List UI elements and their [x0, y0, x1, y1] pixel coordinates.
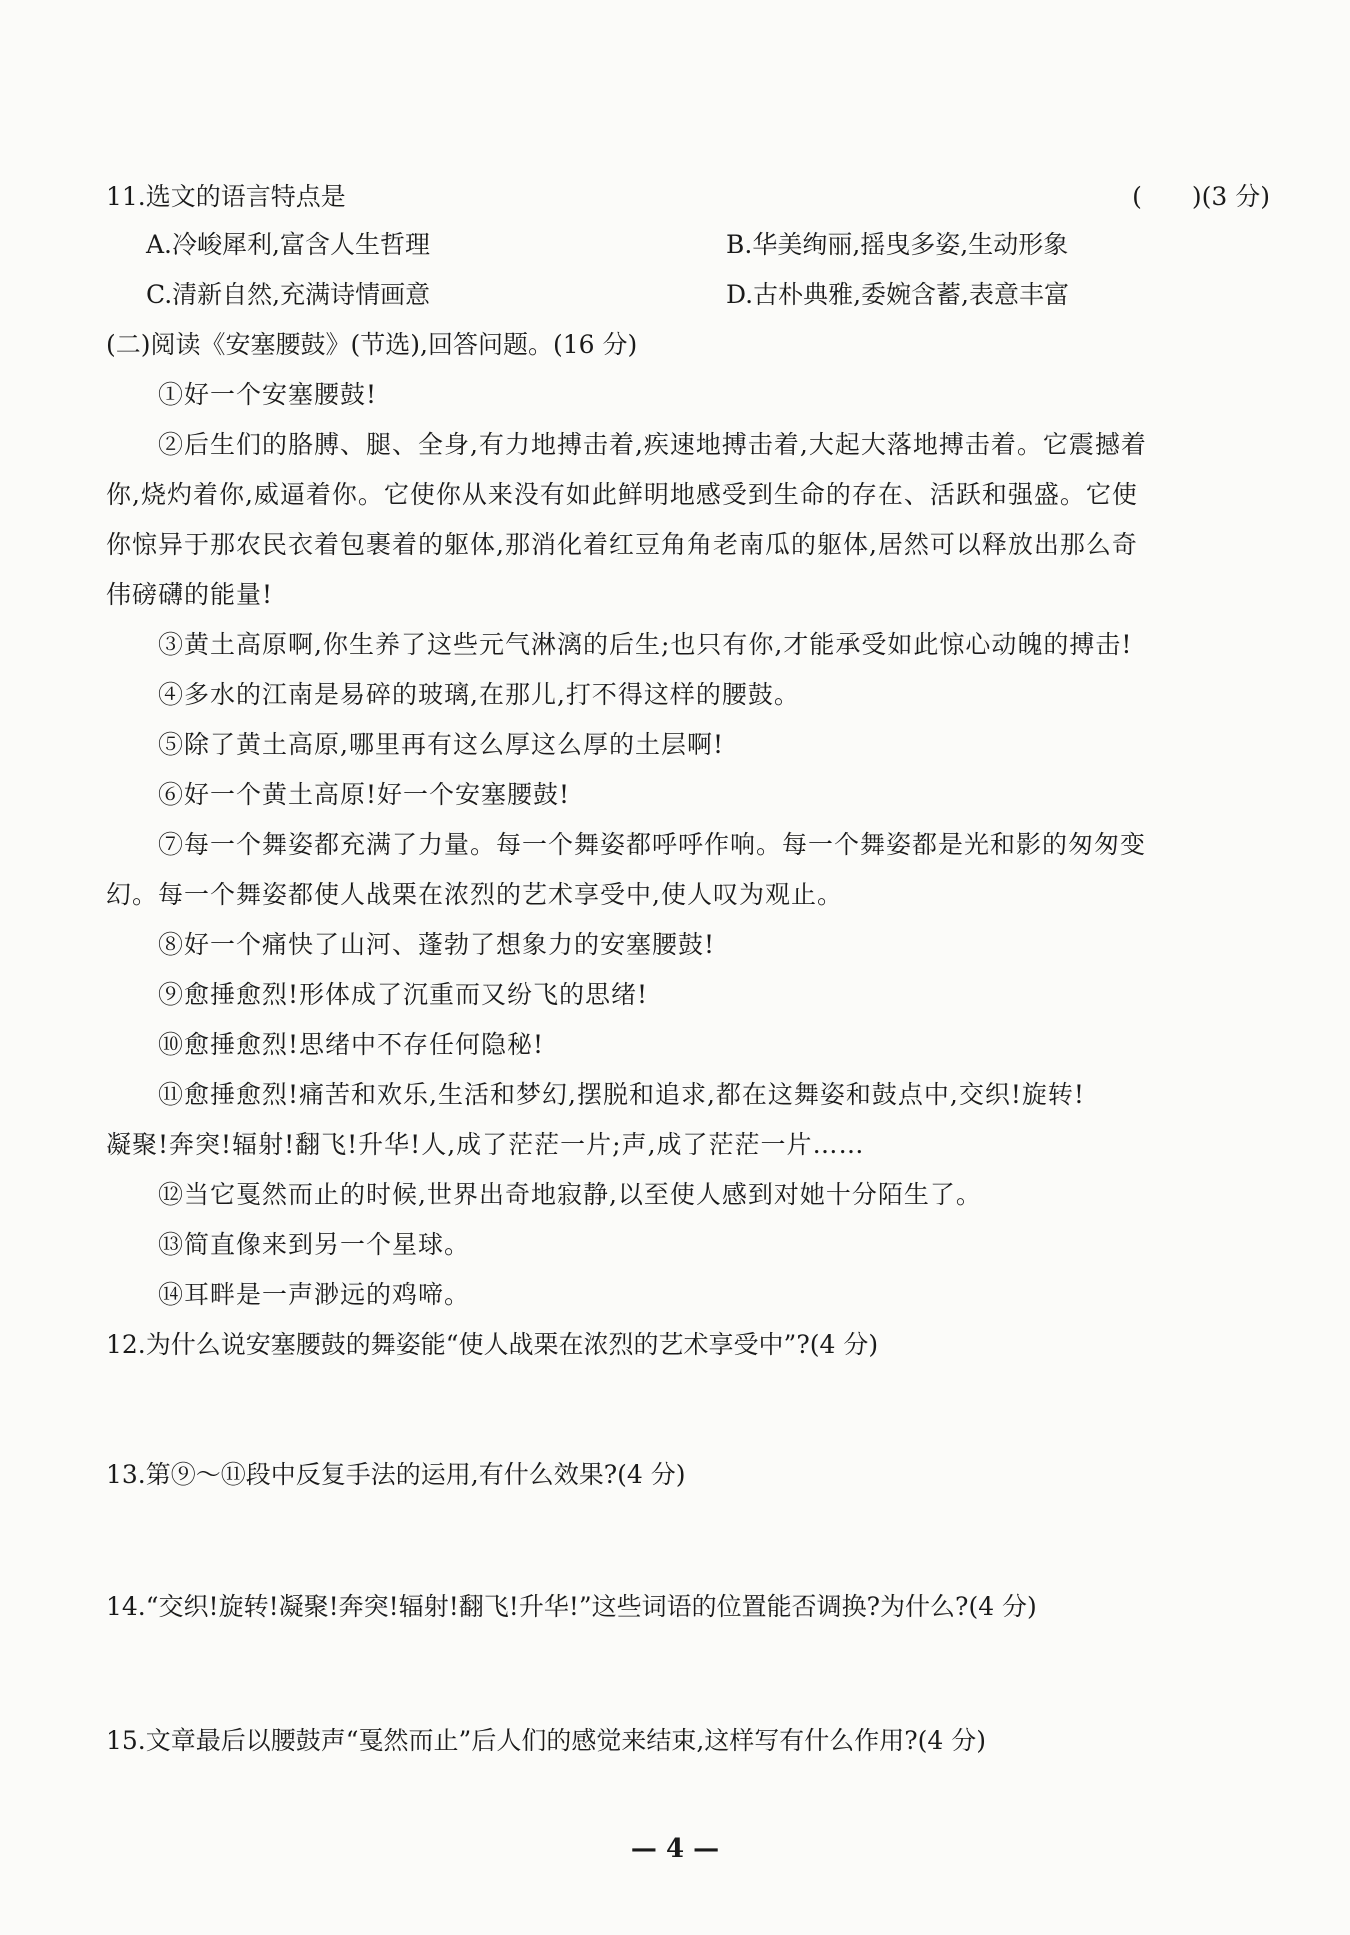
- passage-line: ⑩愈捶愈烈!思绪中不存任何隐秘!: [158, 1030, 545, 1059]
- q11-option-c: C.清新自然,充满诗情画意: [146, 280, 431, 309]
- q11-option-d: D.古朴典雅,委婉含蓄,表意丰富: [726, 280, 1069, 309]
- passage-line: ⑤除了黄土高原,哪里再有这么厚这么厚的土层啊!: [158, 730, 724, 759]
- passage-line: ⑥好一个黄土高原!好一个安塞腰鼓!: [158, 780, 571, 809]
- q11-score: ( )(3 分): [1132, 182, 1270, 211]
- question-14: 14.“交织!旋转!凝聚!奔突!辐射!翻飞!升华!”这些词语的位置能否调换?为什么?(4 分): [106, 1592, 1037, 1621]
- q11-option-b: B.华美绚丽,摇曳多姿,生动形象: [726, 230, 1069, 259]
- passage-line: ⑨愈捶愈烈!形体成了沉重而又纷飞的思绪!: [158, 980, 649, 1009]
- passage-line: ②后生们的胳膊、腿、全身,有力地搏击着,疾速地搏击着,大起大落地搏击着。它震撼着: [158, 430, 1147, 459]
- question-15: 15.文章最后以腰鼓声“戛然而止”后人们的感觉来结束,这样写有什么作用?(4 分): [106, 1726, 987, 1755]
- passage-line: ④多水的江南是易碎的玻璃,在那儿,打不得这样的腰鼓。: [158, 680, 800, 709]
- passage-line: 凝聚!奔突!辐射!翻飞!升华!人,成了茫茫一片;声,成了茫茫一片……: [106, 1130, 865, 1159]
- question-13: 13.第⑨～⑪段中反复手法的运用,有什么效果?(4 分): [106, 1460, 686, 1489]
- passage-line: ⑦每一个舞姿都充满了力量。每一个舞姿都呼呼作响。每一个舞姿都是光和影的匆匆变: [158, 830, 1147, 859]
- passage-line: 幻。每一个舞姿都使人战栗在浓烈的艺术享受中,使人叹为观止。: [106, 880, 843, 909]
- passage-line: ⑭耳畔是一声渺远的鸡啼。: [158, 1280, 471, 1309]
- q11-stem: 11.选文的语言特点是: [106, 182, 346, 211]
- passage-line: 伟磅礴的能量!: [106, 580, 274, 609]
- passage-line: 你,烧灼着你,威逼着你。它使你从来没有如此鲜明地感受到生命的存在、活跃和强盛。它使: [106, 480, 1138, 509]
- section-title: (二)阅读《安塞腰鼓》(节选),回答问题。(16 分): [106, 330, 638, 359]
- passage-line: ⑫当它戛然而止的时候,世界出奇地寂静,以至使人感到对她十分陌生了。: [158, 1180, 982, 1209]
- question-12: 12.为什么说安塞腰鼓的舞姿能“使人战栗在浓烈的艺术享受中”?(4 分): [106, 1330, 879, 1359]
- passage-line: ①好一个安塞腰鼓!: [158, 380, 378, 409]
- passage-line: ⑪愈捶愈烈!痛苦和欢乐,生活和梦幻,摆脱和追求,都在这舞姿和鼓点中,交织!旋转!: [158, 1080, 1085, 1109]
- passage-line: ⑬简直像来到另一个星球。: [158, 1230, 471, 1259]
- passage-line: 你惊异于那农民衣着包裹着的躯体,那消化着红豆角角老南瓜的躯体,居然可以释放出那么奇: [106, 530, 1138, 559]
- passage-line: ⑧好一个痛快了山河、蓬勃了想象力的安塞腰鼓!: [158, 930, 716, 959]
- passage-line: ③黄土高原啊,你生养了这些元气淋漓的后生;也只有你,才能承受如此惊心动魄的搏击!: [158, 630, 1133, 659]
- page-number: — 4 —: [630, 1834, 720, 1864]
- q11-option-a: A.冷峻犀利,富含人生哲理: [146, 230, 430, 259]
